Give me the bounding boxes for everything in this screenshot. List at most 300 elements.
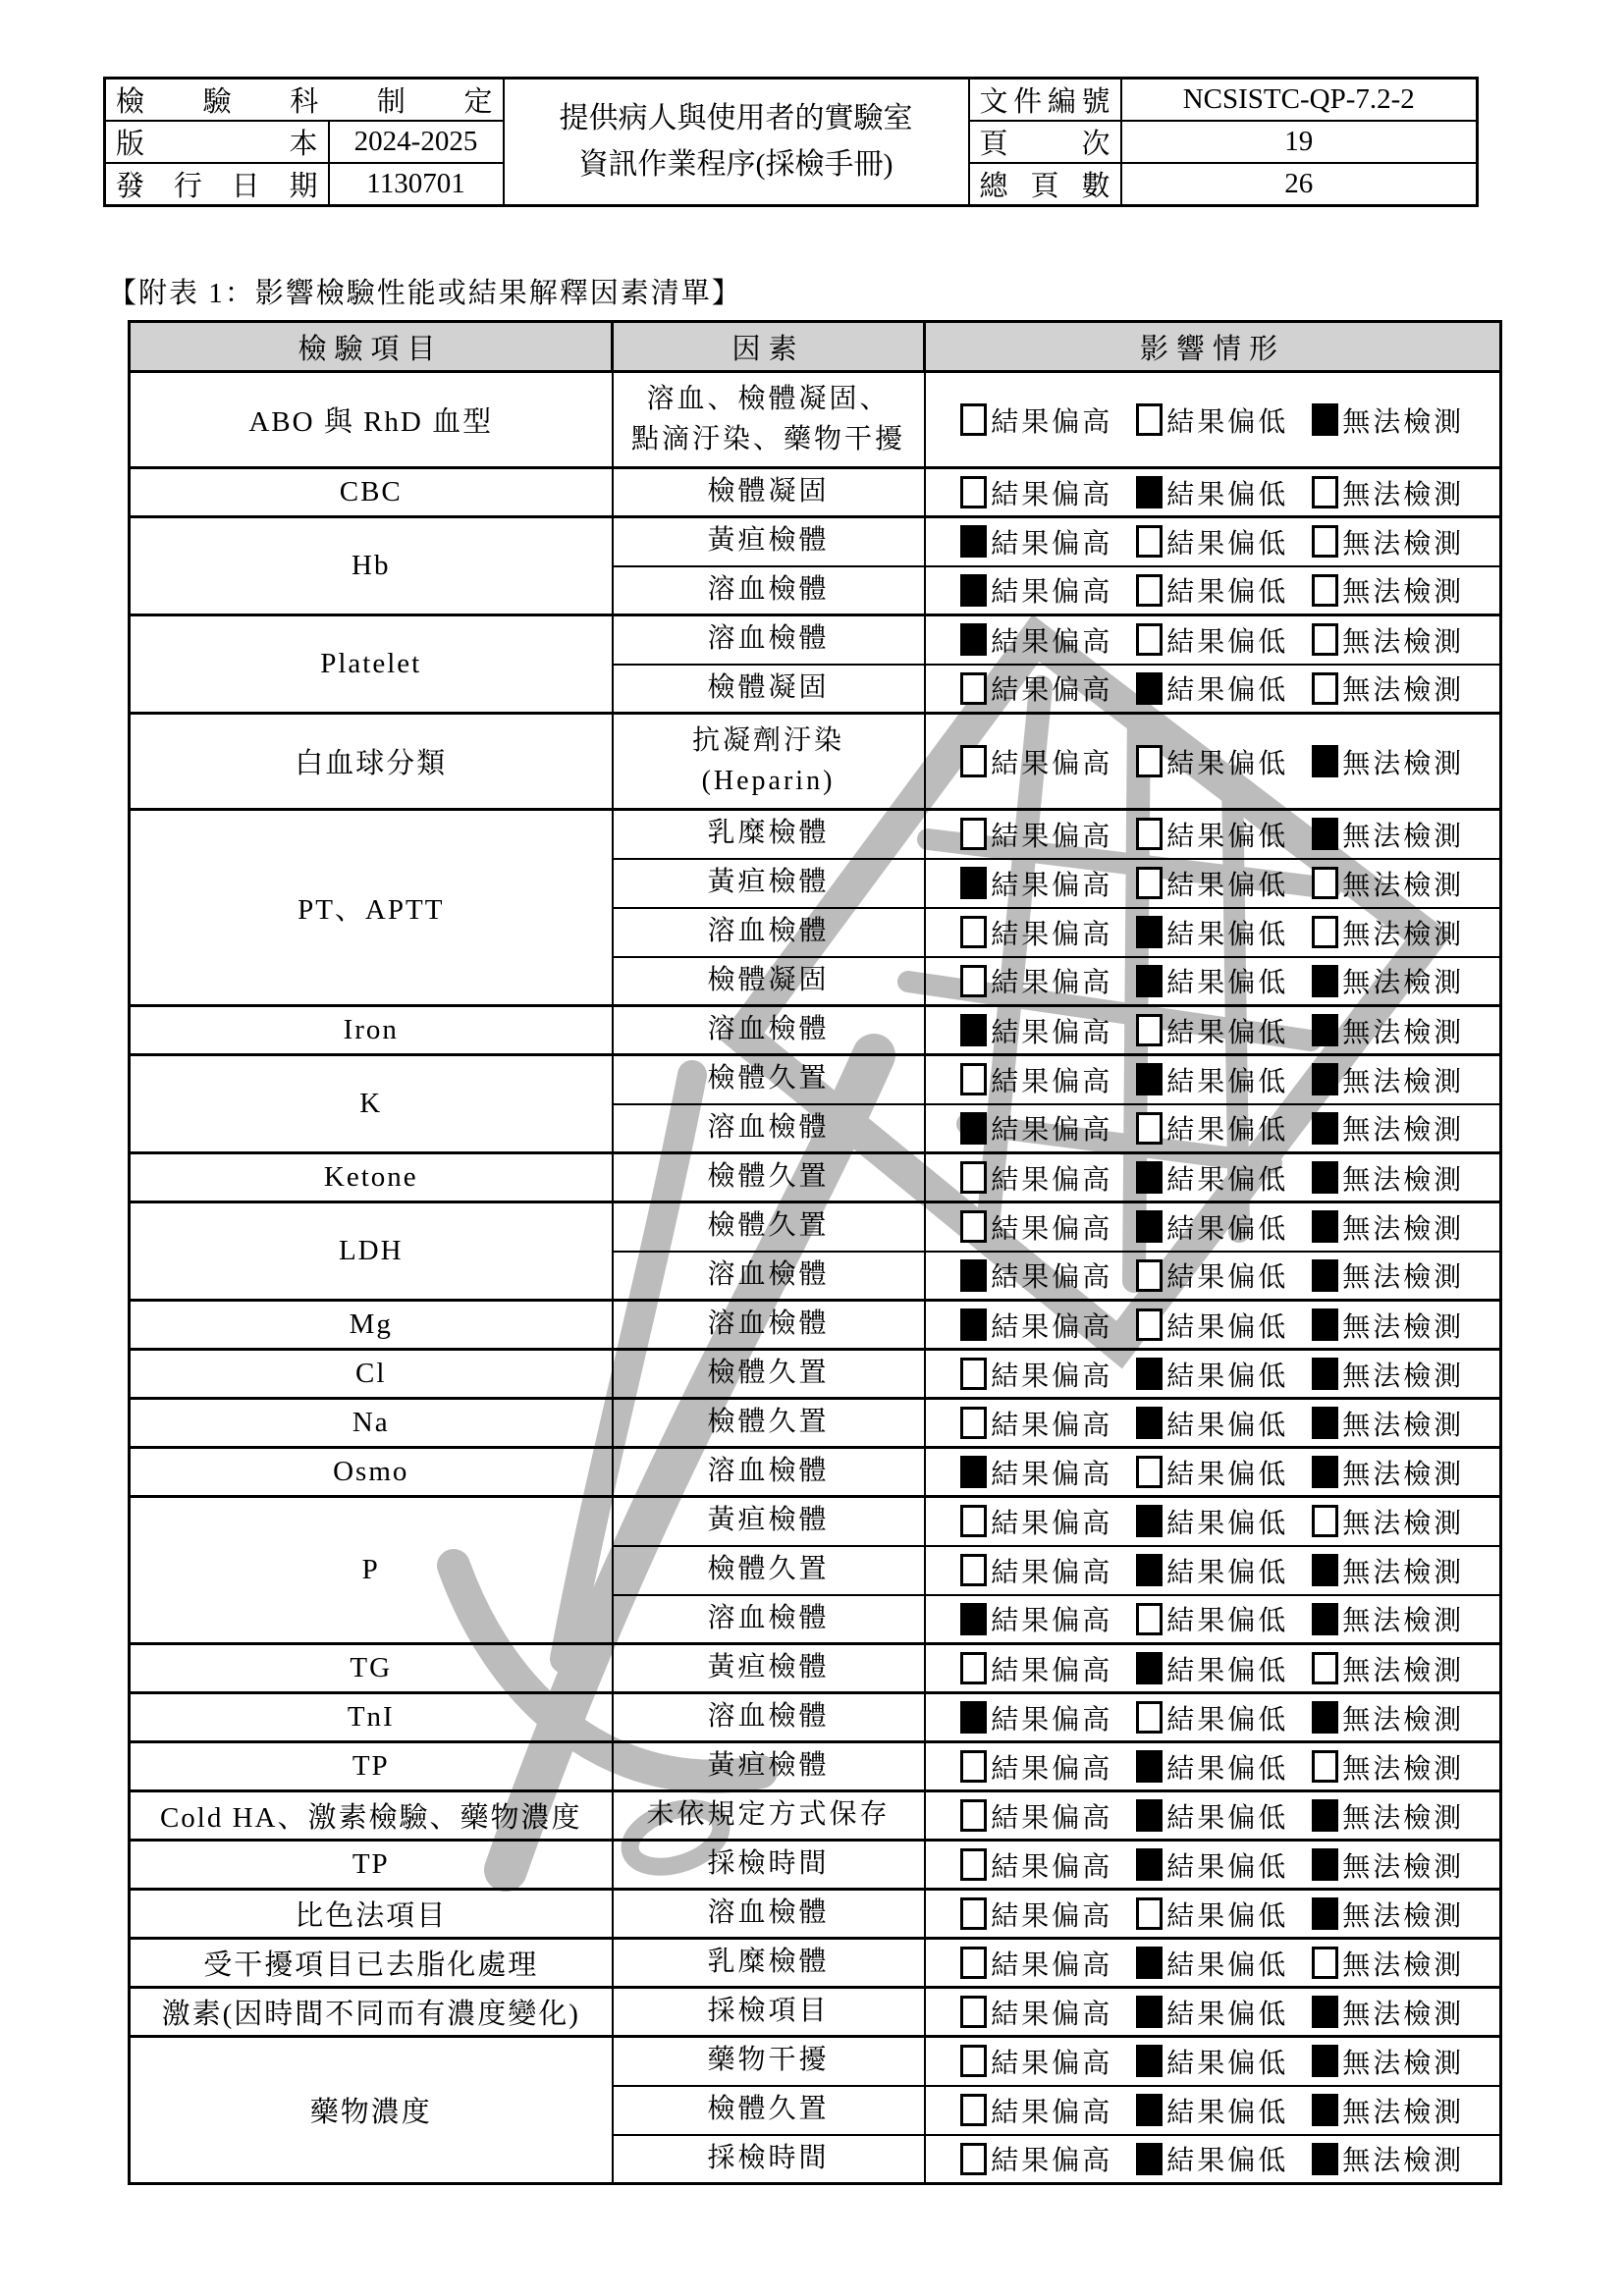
test-item-cell: Platelet [130, 615, 613, 714]
effect-options [926, 570, 1500, 610]
table-row [130, 1202, 1501, 1252]
test-item-cell: TP [130, 1841, 613, 1890]
effect-cell [925, 1841, 1501, 1890]
effect-options [926, 1845, 1500, 1885]
effect-options [926, 2042, 1500, 2081]
effect-cell [925, 468, 1501, 517]
effect-label: 結果偏低 [1166, 1361, 1289, 1392]
effect-option [1312, 2139, 1464, 2178]
factor-text: 溶血檢體 [707, 1602, 830, 1633]
effect-option [960, 1306, 1112, 1345]
effect-option [1312, 620, 1464, 660]
effect-label: 結果偏低 [1166, 968, 1289, 999]
effect-cell [925, 2037, 1501, 2086]
checkbox-checked-icon [1312, 2045, 1338, 2077]
factor-cell [613, 1988, 925, 2037]
effect-label: 結果偏高 [991, 1311, 1113, 1343]
checkbox-unchecked-icon [1312, 1750, 1338, 1783]
effect-option [960, 1649, 1112, 1688]
effect-option [1312, 473, 1464, 512]
effect-options [926, 1011, 1500, 1050]
checkbox-checked-icon [1136, 1799, 1163, 1832]
factor-text: 檢體久置 [707, 1407, 830, 1438]
checkbox-unchecked-icon [960, 1897, 987, 1930]
table-row [130, 1693, 1501, 1742]
effect-option [1312, 1698, 1464, 1737]
test-item-cell: TnI [130, 1693, 613, 1742]
checkbox-unchecked-icon [960, 1799, 987, 1832]
effect-cell [925, 1546, 1501, 1595]
factor-text: 抗凝劑汙染 [691, 724, 844, 756]
effect-option [960, 522, 1112, 561]
version-label: 版本 [105, 121, 329, 163]
effect-option [1312, 1255, 1464, 1295]
checkbox-checked-icon [1312, 1848, 1338, 1881]
effect-label: 無法檢測 [1342, 1900, 1465, 1932]
effect-option [1312, 2091, 1464, 2130]
effect-option [1312, 400, 1464, 440]
effect-cell [925, 1104, 1501, 1153]
checkbox-checked-icon [960, 867, 987, 899]
issuing-department: 檢驗科制定 [105, 79, 504, 122]
effect-option [960, 2091, 1112, 2130]
effect-label: 結果偏高 [991, 577, 1113, 609]
factor-cell [613, 1890, 925, 1939]
effect-option [1312, 1060, 1464, 1099]
effect-option [1312, 1895, 1464, 1934]
factor-cell [613, 1202, 925, 1252]
factor-text: 藥物干擾 [707, 2045, 830, 2076]
page-number-label: 頁次 [969, 121, 1121, 163]
factor-text: 黃疸檢體 [707, 525, 830, 557]
table-row [130, 1988, 1501, 2037]
checkbox-checked-icon [1136, 2045, 1163, 2077]
factor-cell [613, 1055, 925, 1104]
effect-option [1312, 2042, 1464, 2081]
checkbox-checked-icon [1312, 1603, 1338, 1635]
effect-label: 結果偏低 [1166, 528, 1289, 560]
effect-label: 結果偏高 [991, 2146, 1113, 2177]
total-pages-value: 26 [1121, 163, 1478, 206]
effect-options [926, 1993, 1500, 2032]
factor-cell [613, 1301, 925, 1350]
effect-cell [925, 1448, 1501, 1497]
effect-label: 無法檢測 [1342, 1262, 1465, 1294]
checkbox-unchecked-icon [960, 1161, 987, 1194]
factors-table-body [130, 372, 1501, 2184]
effect-label: 結果偏低 [1166, 1410, 1289, 1441]
effect-option [1312, 1502, 1464, 1541]
effect-label: 結果偏低 [1166, 1066, 1289, 1097]
checkbox-checked-icon [1312, 1456, 1338, 1488]
table-row [130, 1006, 1501, 1055]
test-item-cell: Cold HA、激素檢驗、藥物濃度 [130, 1791, 613, 1841]
factor-text: 檢體久置 [707, 1554, 830, 1585]
factor-text: 黃疸檢體 [707, 1652, 830, 1683]
checkbox-checked-icon [960, 1456, 987, 1488]
checkbox-unchecked-icon [960, 1358, 987, 1390]
effect-option [1312, 1108, 1464, 1148]
factor-text: 溶血檢體 [707, 1897, 830, 1929]
effect-cell [925, 1055, 1501, 1104]
effect-option [1136, 522, 1288, 561]
effect-label: 結果偏高 [991, 1704, 1113, 1735]
effect-label: 結果偏高 [991, 406, 1113, 438]
checkbox-unchecked-icon [1312, 525, 1338, 558]
effect-option [960, 1551, 1112, 1590]
checkbox-checked-icon [1312, 1701, 1338, 1734]
factor-cell [613, 859, 925, 908]
effect-option [1312, 961, 1464, 1000]
effect-options [926, 1158, 1500, 1198]
checkbox-checked-icon [1312, 818, 1338, 850]
factor-text: 採檢時間 [707, 1848, 830, 1880]
checkbox-unchecked-icon [1136, 1308, 1163, 1341]
checkbox-checked-icon [1312, 1161, 1338, 1194]
effect-label: 結果偏高 [991, 1115, 1113, 1147]
effect-option [1136, 1404, 1288, 1443]
effect-label: 無法檢測 [1342, 919, 1465, 950]
factor-cell [613, 665, 925, 714]
factor-text: 檢體凝固 [707, 964, 830, 995]
factor-cell [613, 1448, 925, 1497]
column-header-test-item: 檢驗項目 [130, 322, 613, 372]
effect-option [1136, 2042, 1288, 2081]
effect-label: 無法檢測 [1342, 626, 1465, 658]
factor-cell [613, 2135, 925, 2184]
effect-label: 結果偏高 [991, 1557, 1113, 1588]
effect-options [926, 1551, 1500, 1590]
checkbox-unchecked-icon [960, 818, 987, 850]
test-item-cell: Osmo [130, 1448, 613, 1497]
test-item-cell: CBC [130, 468, 613, 517]
checkbox-unchecked-icon [960, 2045, 987, 2077]
checkbox-unchecked-icon [1136, 867, 1163, 899]
checkbox-checked-icon [1136, 1554, 1163, 1586]
factor-cell [613, 1006, 925, 1055]
test-item-cell: Na [130, 1399, 613, 1448]
checkbox-checked-icon [1312, 1407, 1338, 1439]
checkbox-checked-icon [1136, 1848, 1163, 1881]
effect-option [1136, 1060, 1288, 1099]
factor-cell [613, 1791, 925, 1841]
effect-label: 無法檢測 [1342, 1704, 1465, 1735]
effect-option [1136, 1255, 1288, 1295]
checkbox-checked-icon [1312, 1996, 1338, 2028]
doc-number-label: 文件編號 [969, 79, 1121, 122]
effect-option [1136, 1895, 1288, 1934]
effect-label: 無法檢測 [1342, 1753, 1465, 1785]
effect-label: 無法檢測 [1342, 528, 1465, 560]
effect-label: 結果偏高 [991, 1508, 1113, 1539]
factor-cell [613, 615, 925, 665]
factor-cell [613, 1153, 925, 1202]
effect-label: 無法檢測 [1342, 2146, 1465, 2177]
effect-option [960, 1698, 1112, 1737]
effect-label: 無法檢測 [1342, 1606, 1465, 1637]
effect-options [926, 1895, 1500, 1934]
effect-option [1136, 570, 1288, 610]
effect-label: 結果偏高 [991, 748, 1113, 779]
checkbox-checked-icon [1312, 2094, 1338, 2126]
effect-options [926, 1355, 1500, 1394]
factor-text: 乳糜檢體 [707, 1947, 830, 1978]
effect-label: 結果偏高 [991, 1017, 1113, 1048]
checkbox-unchecked-icon [960, 1554, 987, 1586]
checkbox-checked-icon [1312, 745, 1338, 777]
checkbox-unchecked-icon [960, 403, 987, 436]
factor-text: 溶血檢體 [707, 623, 830, 655]
factor-text: 溶血、檢體凝固、 [646, 383, 891, 414]
column-header-effect: 影響情形 [925, 322, 1501, 372]
effect-label: 結果偏高 [991, 1213, 1113, 1245]
effect-options [926, 1207, 1500, 1247]
effect-option [1136, 2091, 1288, 2130]
effect-option [960, 1108, 1112, 1148]
checkbox-checked-icon [1136, 2094, 1163, 2126]
effect-options [926, 2139, 1500, 2178]
effect-option [1312, 864, 1464, 903]
effect-cell [925, 1988, 1501, 2037]
effect-label: 無法檢測 [1342, 821, 1465, 852]
checkbox-checked-icon [1312, 1112, 1338, 1145]
effect-cell [925, 2086, 1501, 2135]
checkbox-unchecked-icon [960, 916, 987, 948]
factor-cell [613, 372, 925, 468]
effect-cell [925, 1301, 1501, 1350]
effect-label: 無法檢測 [1342, 479, 1465, 510]
effect-option [960, 473, 1112, 512]
checkbox-checked-icon [1136, 916, 1163, 948]
effect-option [1136, 1502, 1288, 1541]
effect-option [960, 2042, 1112, 2081]
effect-option [1312, 1599, 1464, 1638]
checkbox-checked-icon [960, 1701, 987, 1734]
checkbox-checked-icon [1312, 1358, 1338, 1390]
effect-option [1312, 1993, 1464, 2032]
effect-option [960, 961, 1112, 1000]
effect-option [1312, 1306, 1464, 1345]
checkbox-checked-icon [1312, 2143, 1338, 2175]
effect-label: 結果偏低 [1166, 479, 1289, 510]
effect-option [1136, 961, 1288, 1000]
checkbox-unchecked-icon [1312, 916, 1338, 948]
effect-cell [925, 1153, 1501, 1202]
effect-option [960, 2139, 1112, 2178]
effect-option [1136, 864, 1288, 903]
factor-text: 黃疸檢體 [707, 867, 830, 898]
checkbox-unchecked-icon [1136, 1603, 1163, 1635]
factor-cell [613, 1497, 925, 1546]
issue-date-value: 1130701 [329, 163, 504, 206]
effect-option [960, 1895, 1112, 1934]
effect-cell [925, 1939, 1501, 1988]
effect-option [1312, 742, 1464, 781]
effect-cell [925, 566, 1501, 615]
effect-option [1312, 522, 1464, 561]
checkbox-checked-icon [960, 1014, 987, 1046]
effect-label: 結果偏低 [1166, 626, 1289, 658]
effect-label: 結果偏低 [1166, 2146, 1289, 2177]
checkbox-unchecked-icon [960, 1947, 987, 1979]
factor-text: 檢體久置 [707, 2094, 830, 2125]
effect-option [1312, 1551, 1464, 1590]
effect-label: 無法檢測 [1342, 1311, 1465, 1343]
factor-text: 點滴汙染、藥物干擾 [630, 423, 905, 454]
effect-options [926, 620, 1500, 660]
checkbox-checked-icon [960, 1259, 987, 1292]
effect-options [926, 1944, 1500, 1983]
effect-option [1136, 1599, 1288, 1638]
effect-cell [925, 517, 1501, 566]
effect-label: 無法檢測 [1342, 1655, 1465, 1686]
effect-option [1136, 1551, 1288, 1590]
effect-cell [925, 665, 1501, 714]
effect-option [960, 1255, 1112, 1295]
checkbox-unchecked-icon [1312, 476, 1338, 508]
effect-label: 結果偏低 [1166, 1900, 1289, 1932]
checkbox-unchecked-icon [1136, 1014, 1163, 1046]
checkbox-unchecked-icon [1312, 574, 1338, 607]
effect-label: 無法檢測 [1342, 1361, 1465, 1392]
checkbox-unchecked-icon [1312, 1505, 1338, 1537]
effect-option [960, 1453, 1112, 1492]
checkbox-checked-icon [1136, 1210, 1163, 1243]
effect-option [1312, 1355, 1464, 1394]
effect-option [960, 668, 1112, 708]
effect-option [1312, 1845, 1464, 1885]
checkbox-checked-icon [1312, 1014, 1338, 1046]
effect-cell [925, 957, 1501, 1006]
effect-label: 結果偏低 [1166, 870, 1289, 901]
effect-option [1312, 1404, 1464, 1443]
effect-label: 無法檢測 [1342, 748, 1465, 779]
effect-label: 結果偏高 [991, 675, 1113, 707]
test-item-cell: PT、APTT [130, 810, 613, 1006]
effect-option [1312, 668, 1464, 708]
effect-label: 結果偏低 [1166, 577, 1289, 609]
table-row [130, 1448, 1501, 1497]
factor-cell [613, 810, 925, 859]
effect-option [960, 1404, 1112, 1443]
effect-cell [925, 1595, 1501, 1644]
effect-option [1312, 1649, 1464, 1688]
effect-cell [925, 1350, 1501, 1399]
factor-cell [613, 566, 925, 615]
effect-label: 結果偏高 [991, 1262, 1113, 1294]
effect-options [926, 913, 1500, 952]
checkbox-unchecked-icon [960, 2094, 987, 2126]
effect-cell [925, 810, 1501, 859]
total-pages-label: 總頁數 [969, 163, 1121, 206]
checkbox-unchecked-icon [960, 745, 987, 777]
checkbox-unchecked-icon [960, 476, 987, 508]
effect-label: 無法檢測 [1342, 675, 1465, 707]
effect-label: 無法檢測 [1342, 577, 1465, 609]
effect-cell [925, 908, 1501, 957]
effect-cell [925, 615, 1501, 665]
factor-text: 檢體久置 [707, 1063, 830, 1095]
factor-cell [613, 517, 925, 566]
effect-cell [925, 1399, 1501, 1448]
test-item-cell: Cl [130, 1350, 613, 1399]
effect-option [960, 1993, 1112, 2032]
version-value: 2024-2025 [329, 121, 504, 163]
effect-option [960, 1060, 1112, 1099]
factor-text: (Heparin) [701, 765, 836, 796]
effect-label: 結果偏低 [1166, 919, 1289, 950]
page-number-value: 19 [1121, 121, 1478, 163]
table-row [130, 1644, 1501, 1693]
effect-label: 無法檢測 [1342, 1459, 1465, 1490]
effect-option [1136, 1453, 1288, 1492]
factor-cell [613, 908, 925, 957]
factor-cell [613, 468, 925, 517]
column-header-factor: 因素 [613, 322, 925, 372]
factor-text: 溶血檢體 [707, 1014, 830, 1045]
effect-label: 結果偏低 [1166, 1949, 1289, 1981]
effect-label: 無法檢測 [1342, 2048, 1465, 2079]
test-item-cell: TP [130, 1742, 613, 1791]
test-item-cell: Ketone [130, 1153, 613, 1202]
effect-cell [925, 1693, 1501, 1742]
effect-option [960, 1599, 1112, 1638]
effect-label: 結果偏高 [991, 1459, 1113, 1490]
checkbox-checked-icon [1136, 1996, 1163, 2028]
effect-option [1136, 1207, 1288, 1247]
effect-label: 結果偏高 [991, 1802, 1113, 1834]
effect-label: 結果偏高 [991, 821, 1113, 852]
checkbox-unchecked-icon [1136, 403, 1163, 436]
effect-option [1136, 1845, 1288, 1885]
checkbox-unchecked-icon [960, 1063, 987, 1095]
table-row [130, 1890, 1501, 1939]
effect-label: 結果偏低 [1166, 2048, 1289, 2079]
table-row [130, 1399, 1501, 1448]
checkbox-checked-icon [1312, 965, 1338, 997]
effect-label: 結果偏低 [1166, 1851, 1289, 1883]
effect-option [960, 570, 1112, 610]
checkbox-checked-icon [1312, 1210, 1338, 1243]
effect-label: 結果偏低 [1166, 1311, 1289, 1343]
effect-label: 結果偏高 [991, 626, 1113, 658]
effect-label: 結果偏高 [991, 1753, 1113, 1785]
table-row [130, 1301, 1501, 1350]
table-row [130, 810, 1501, 859]
factor-text: 未依規定方式保存 [646, 1799, 891, 1831]
table-row [130, 468, 1501, 517]
effect-label: 無法檢測 [1342, 1508, 1465, 1539]
effect-label: 結果偏高 [991, 1164, 1113, 1196]
effect-label: 結果偏低 [1166, 2097, 1289, 2128]
effect-option [1312, 1796, 1464, 1836]
factor-cell [613, 1546, 925, 1595]
checkbox-checked-icon [1136, 476, 1163, 508]
effect-options [926, 1649, 1500, 1688]
test-item-cell: LDH [130, 1202, 613, 1301]
factor-text: 黃疸檢體 [707, 1750, 830, 1782]
effect-label: 結果偏低 [1166, 406, 1289, 438]
checkbox-unchecked-icon [960, 1848, 987, 1881]
table-row [130, 1350, 1501, 1399]
effect-cell [925, 2135, 1501, 2184]
factor-cell [613, 714, 925, 810]
table-row [130, 1742, 1501, 1791]
effect-option [960, 1355, 1112, 1394]
checkbox-unchecked-icon [1136, 525, 1163, 558]
effect-option [960, 1207, 1112, 1247]
effect-option [1136, 1944, 1288, 1983]
